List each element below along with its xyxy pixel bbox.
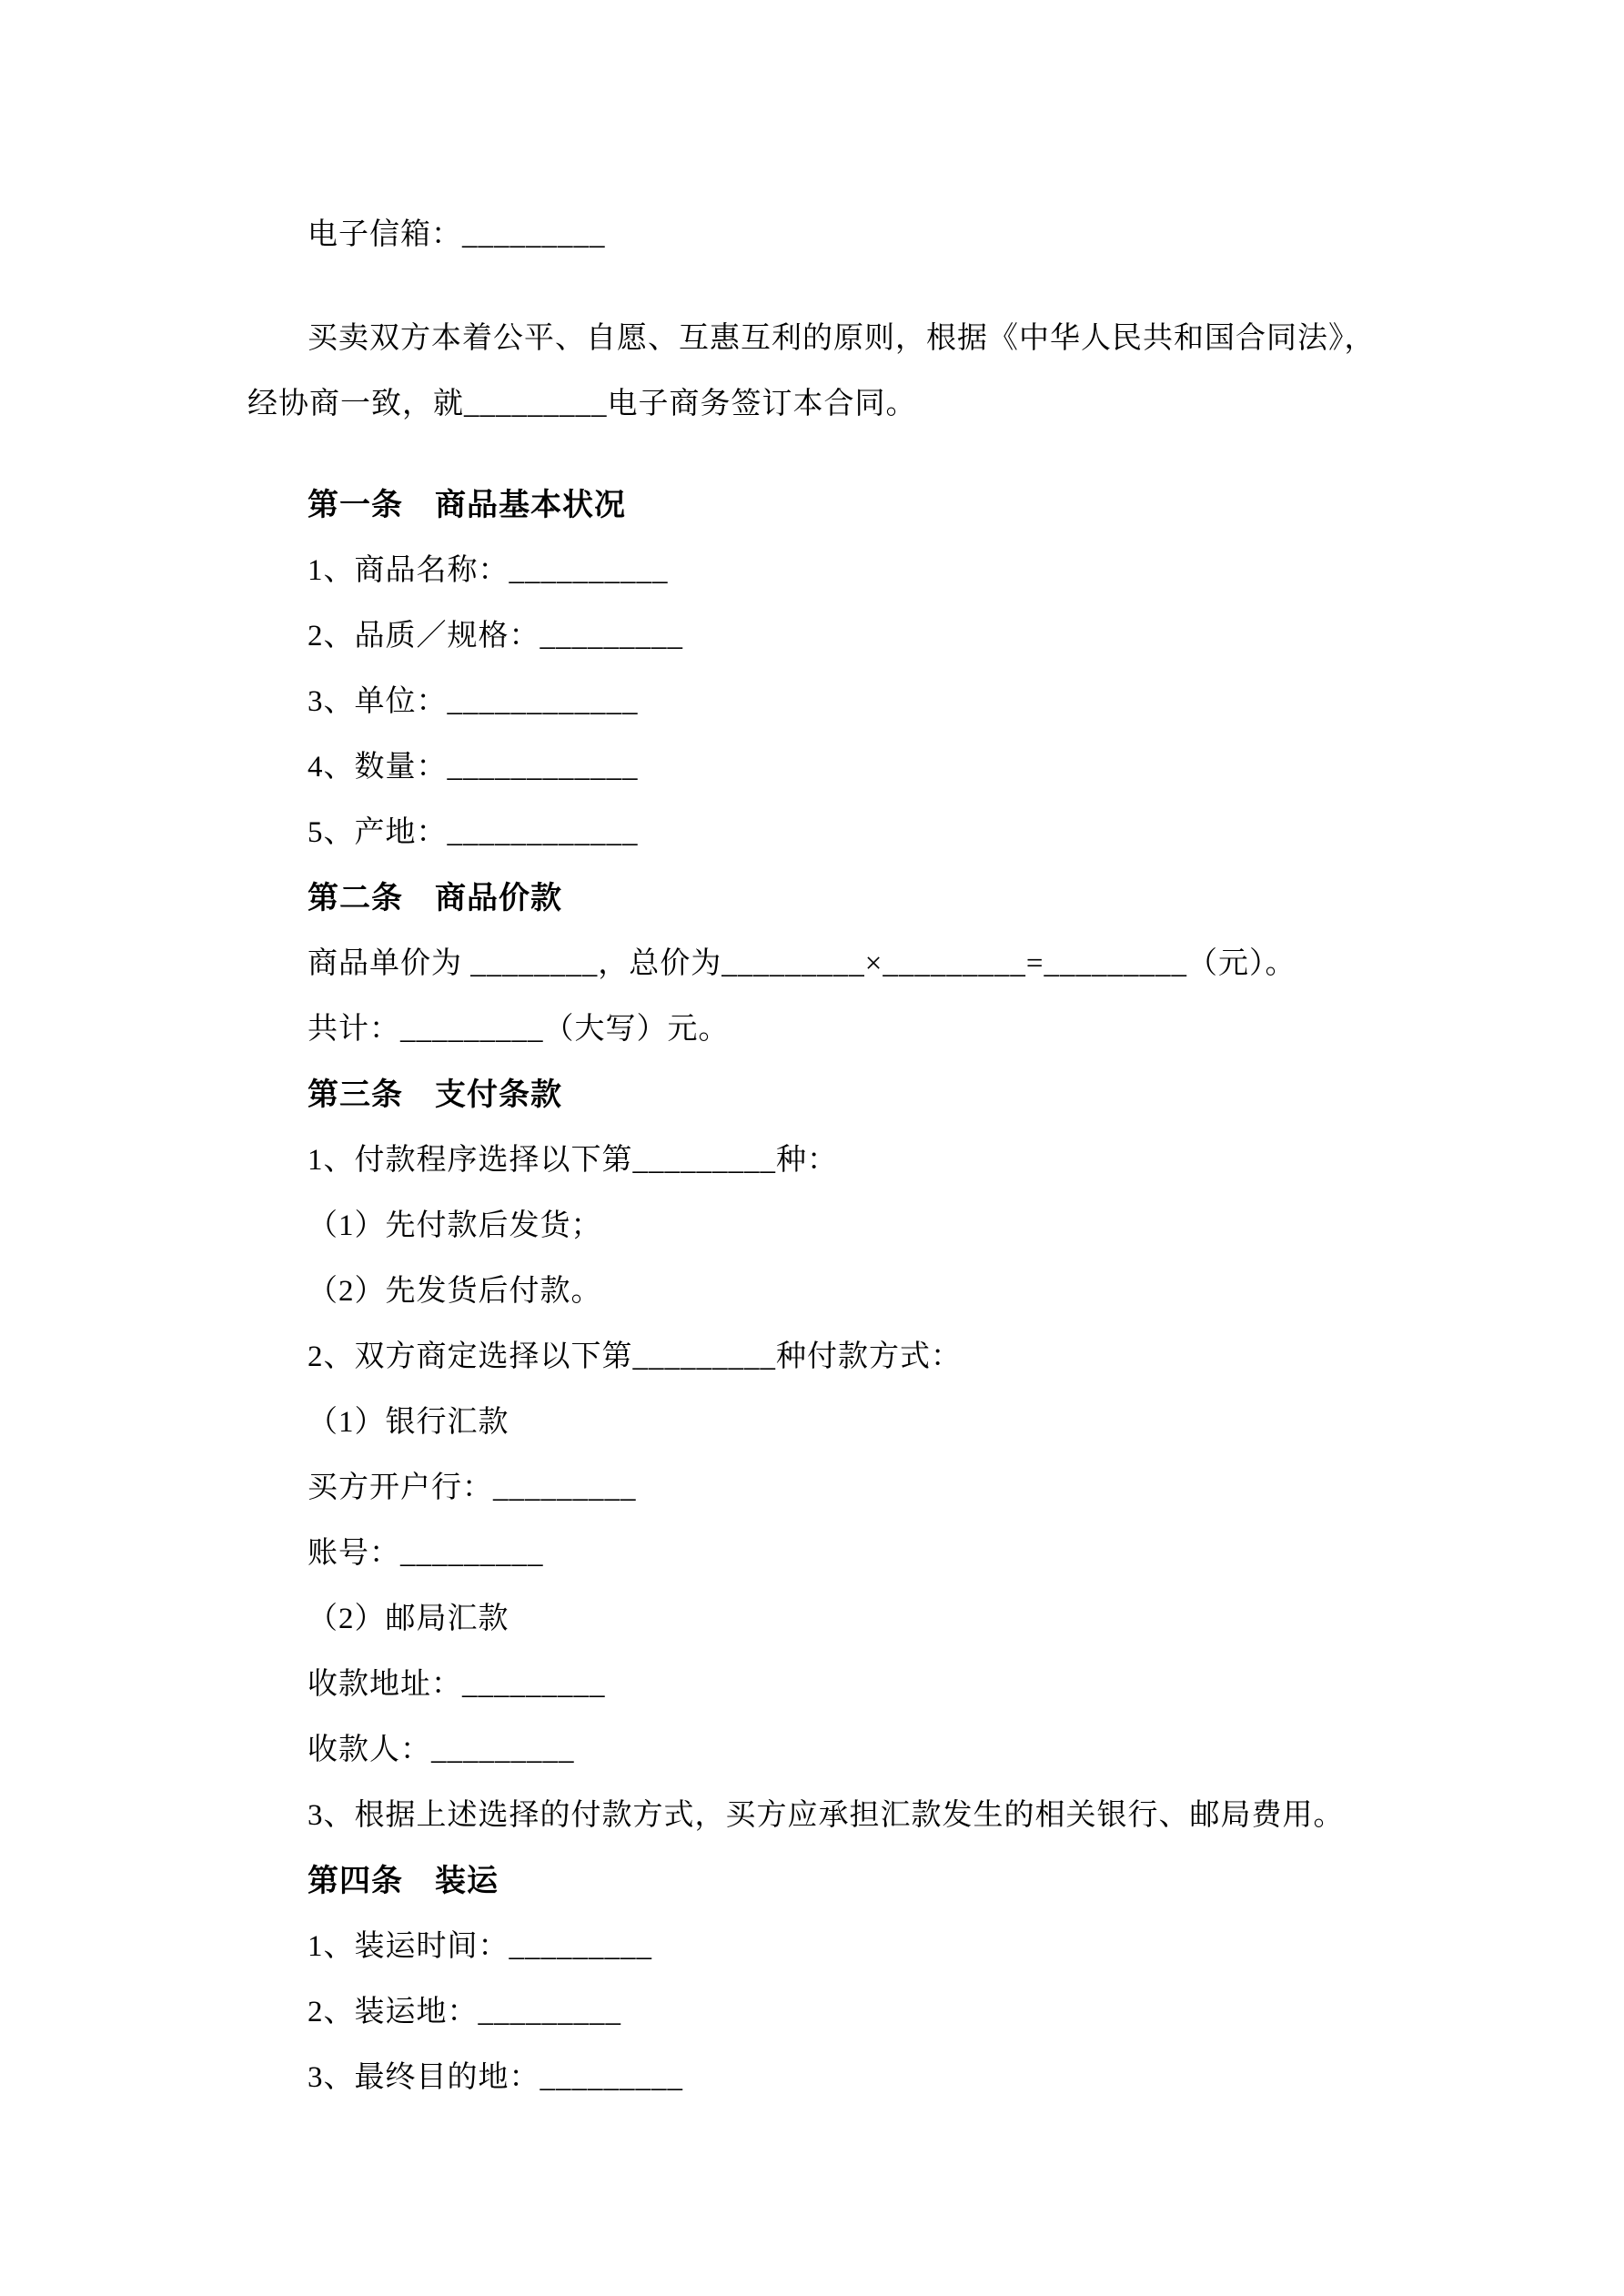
item-quality-spec: 2、品质／规格：_________: [308, 620, 683, 652]
line-total-amount: 共计：_________（大写）元。: [308, 1013, 730, 1046]
line-account-number: 账号：_________: [308, 1537, 544, 1570]
item-remittance-fees: 3、根据上述选择的付款方式，买方应承担汇款发生的相关银行、邮局费用。: [308, 1799, 1345, 1832]
item-origin: 5、产地：____________: [308, 816, 639, 849]
article-4-heading: 第四条 装运: [308, 1864, 499, 1898]
item-payment-method: 2、双方商定选择以下第_________种付款方式：: [308, 1340, 962, 1373]
item-shipping-time: 1、装运时间：_________: [308, 1930, 652, 1963]
email-line: 电子信箱：_________: [308, 218, 606, 251]
option-pay-before-ship: （1）先付款后发货；: [308, 1209, 602, 1242]
item-product-name: 1、商品名称：__________: [308, 554, 669, 587]
intro-paragraph-line-1: 买卖双方本着公平、自愿、互惠互利的原则，根据《中华人民共和国合同法》，: [308, 322, 1376, 355]
item-payment-procedure: 1、付款程序选择以下第_________种：: [308, 1144, 838, 1177]
item-final-destination: 3、最终目的地：_________: [308, 2061, 683, 2094]
line-buyer-bank: 买方开户行：_________: [308, 1472, 637, 1504]
article-2-heading: 第二条 商品价款: [308, 881, 562, 915]
option-ship-before-pay: （2）先发货后付款。: [308, 1275, 602, 1308]
line-payee-address: 收款地址：_________: [308, 1668, 606, 1701]
option-bank-transfer: （1）银行汇款: [308, 1406, 509, 1439]
contract-page: [247, 202, 1380, 2110]
article-3-heading: 第三条 支付条款: [308, 1077, 562, 1112]
intro-paragraph-line-2: 经协商一致，就_________电子商务签订本合同。: [247, 388, 917, 420]
option-post-remittance: （2）邮局汇款: [308, 1603, 509, 1635]
line-payee-name: 收款人：_________: [308, 1734, 575, 1766]
item-shipping-place: 2、装运地：_________: [308, 1996, 621, 2028]
item-unit: 3、单位：____________: [308, 685, 639, 718]
article-1-heading: 第一条 商品基本状况: [308, 488, 626, 522]
item-quantity: 4、数量：____________: [308, 751, 639, 784]
line-unit-price: 商品单价为 ________，总价为_________×_________=_________（元）。: [308, 947, 1296, 980]
